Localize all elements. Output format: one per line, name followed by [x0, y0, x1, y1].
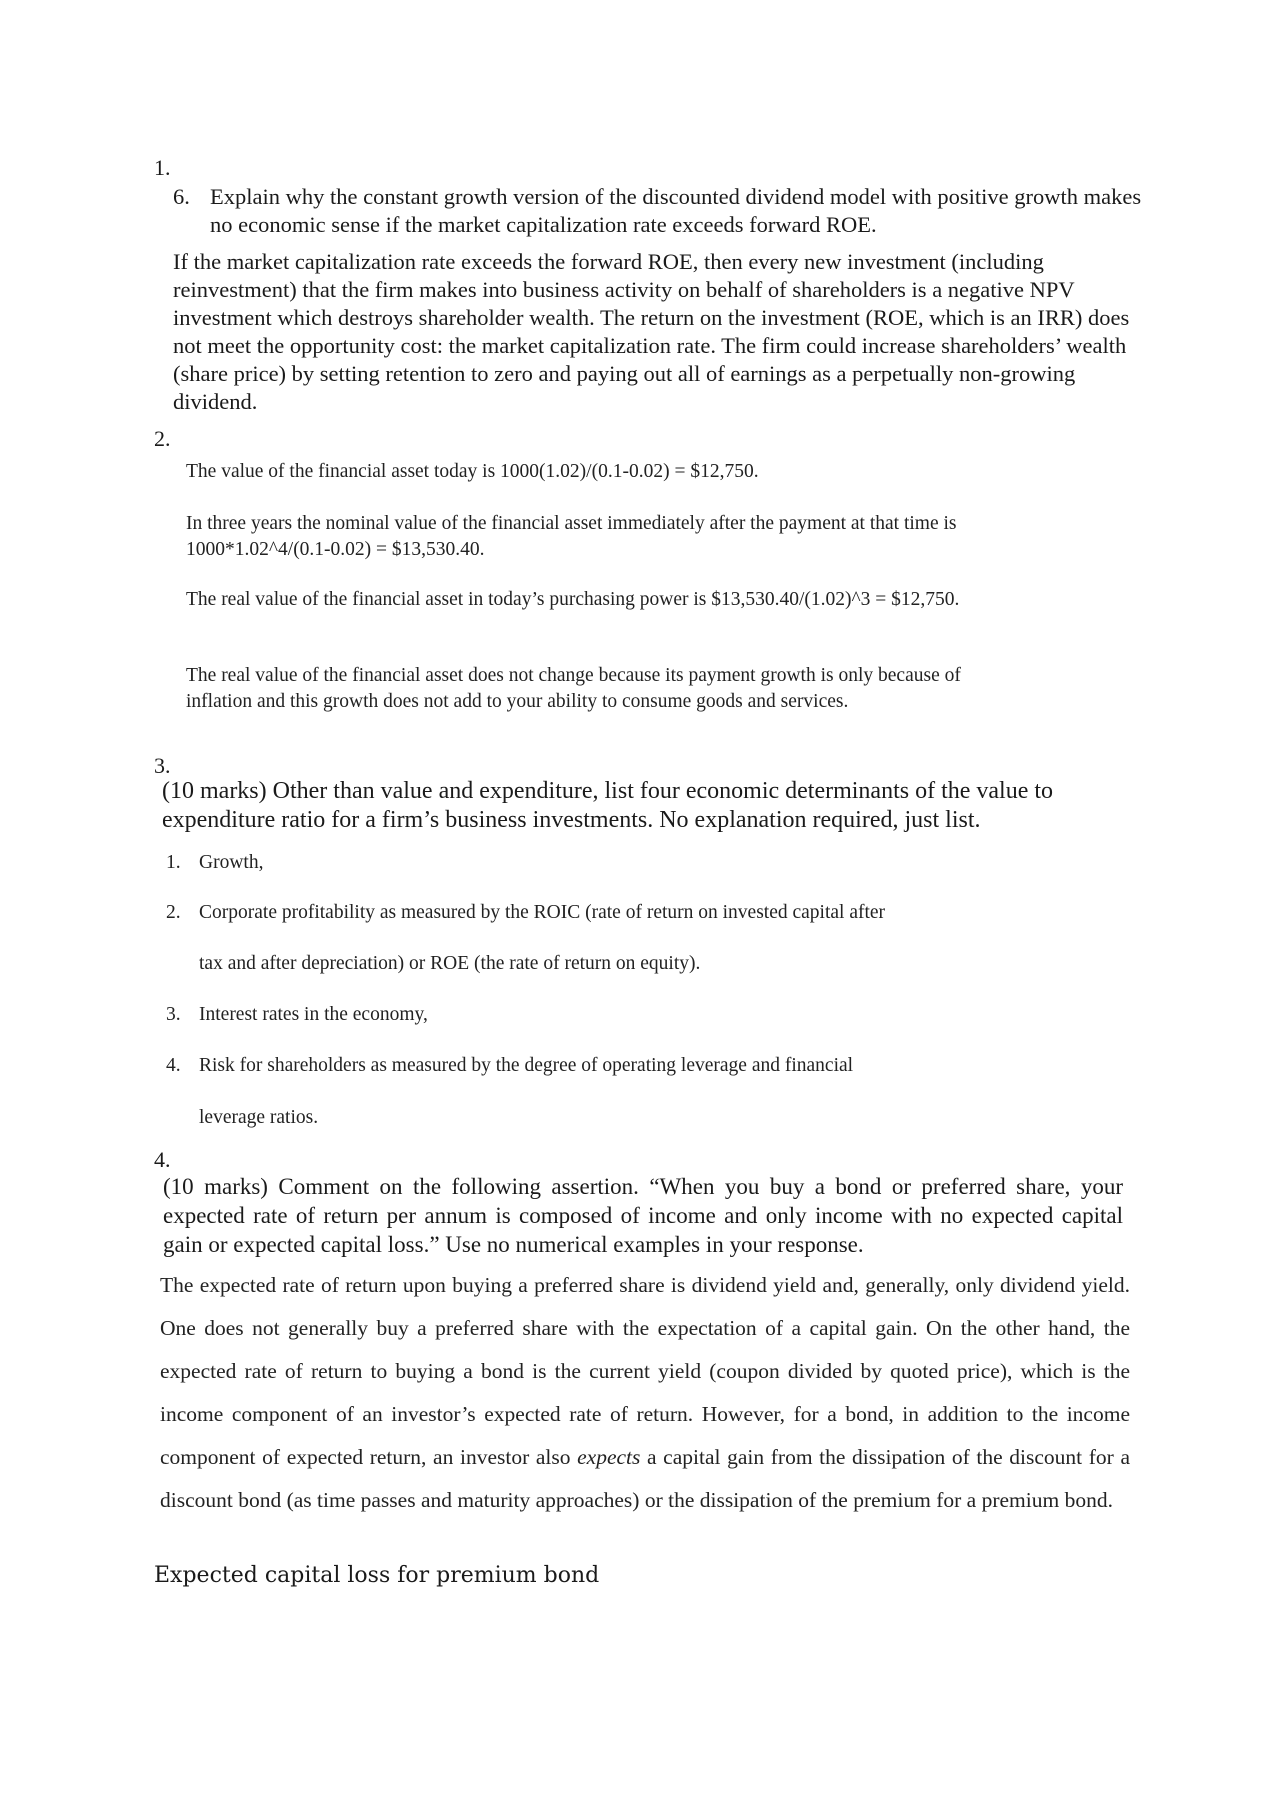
q1-question — [173, 183, 1150, 239]
q3-list-item-4 — [166, 1053, 1116, 1079]
q3-list-item-2 — [166, 900, 1116, 926]
q1-number: 1. — [154, 155, 171, 180]
q4-answer — [160, 1264, 1130, 1522]
trailing-note: Expected capital loss for premium bond — [154, 1563, 600, 1588]
q3-list-number: 3. — [166, 1004, 181, 1025]
q4-answer-text-1: The expected rate of return upon buying a preferred share is dividend yield and, generally, only dividend yield. One does not generally buy a preferred share with the expectation of a capital gain. On the other hand, the expected rate of return to buying a bond is the current yield (coupon divided by quoted price), which is the income component of an investor’s expected rate of return. However, for a bond, in addition to the income component of expected return, an investor also — [160, 1273, 1130, 1469]
q3-list-item-3 — [166, 1002, 1116, 1028]
q2-paragraph-2: In three years the nominal value of the financial asset immediately after the payment at that time is 1000*1.02^4/(0.1-0.02) = $13,530.40. — [186, 513, 957, 560]
q3-list-number: 2. — [166, 902, 181, 923]
q1-question-number: 6. — [173, 184, 190, 209]
q3-number: 3. — [154, 753, 171, 778]
q2-paragraph-3: The real value of the financial asset in today’s purchasing power is $13,530.40/(1.02)^3 = $12,750. — [186, 589, 960, 610]
q3-question: (10 marks) Other than value and expenditure, list four economic determinants of the value to expenditure ratio for a firm’s business investments. No explanation required, just list. — [162, 778, 1054, 833]
q4-answer-emphasis: expects — [577, 1445, 641, 1469]
q1-answer: If the market capitalization rate exceeds the forward ROE, then every new investment (including reinvestment) that the firm makes into business activity on behalf of shareholders is a negative NPV investment which destroys shareholder wealth. The return on the investment (ROE, which is an IRR) does not meet the opportunity cost: the market capitalization rate. The firm could increase shareholders’ wealth (share price) by setting retention to zero and paying out all of earnings as a perpetually non-growing dividend. — [173, 249, 1130, 414]
q3-list-text: Interest rates in the economy, — [199, 1004, 428, 1025]
q3-list-number: 4. — [166, 1055, 181, 1076]
q3-list-number: 1. — [166, 852, 181, 873]
q2-paragraph-1: The value of the financial asset today is 1000(1.02)/(0.1-0.02) = $12,750. — [186, 461, 759, 482]
q3-list-text: tax and after depreciation) or ROE (the rate of return on equity). — [199, 953, 701, 974]
q3-list-text: Growth, — [199, 852, 264, 873]
q4-question: (10 marks) Comment on the following assertion. “When you buy a bond or preferred share, your expected rate of return per annum is composed of income and only income with no expected capital gain or expected capital loss.” Use no numerical examples in your response. — [163, 1174, 1123, 1257]
q1-question-text: Explain why the constant growth version of the discounted dividend model with positive growth makes no economic sense if the market capitalization rate exceeds forward ROE. — [210, 184, 1142, 237]
q3-list-item-4-continued — [166, 1105, 1116, 1131]
q3-list-text: Risk for shareholders as measured by the degree of operating leverage and financial — [199, 1055, 854, 1076]
q2-paragraph-4: The real value of the financial asset does not change because its payment growth is only because of inflation and this growth does not add to your ability to consume goods and services. — [186, 665, 961, 712]
q4-answer-text-2: a capital gain from the dissipation of the discount for a discount bond (as time passes and maturity approaches) or the dissipation of the premium for a premium bond. — [160, 1445, 1130, 1512]
q3-list-text: Corporate profitability as measured by the ROIC (rate of return on invested capital after — [199, 902, 886, 923]
q4-number: 4. — [154, 1147, 171, 1172]
q3-list-text: leverage ratios. — [199, 1107, 319, 1128]
q2-number: 2. — [154, 426, 171, 451]
q3-list-item-2-continued — [166, 951, 1116, 977]
q3-list-item-1 — [166, 850, 1116, 876]
